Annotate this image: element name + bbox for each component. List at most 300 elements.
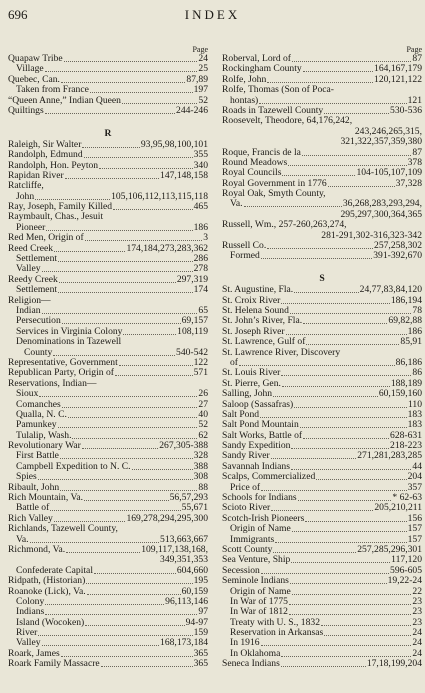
index-entry-text: Religion— — [8, 294, 51, 306]
dot-leader — [244, 199, 342, 207]
index-pages: 78 — [412, 304, 422, 316]
dot-leader — [62, 316, 181, 324]
index-pages: 604,660 — [176, 564, 208, 576]
index-term: Services in Virginia Colony — [16, 325, 123, 337]
index-pages: 267,305-388 — [159, 440, 208, 452]
dot-leader — [84, 493, 169, 501]
index-term: River — [16, 627, 38, 639]
dot-leader — [123, 327, 176, 335]
page-column-heading: Page — [406, 45, 422, 54]
index-pages: 86 — [412, 367, 422, 379]
index-column-right — [222, 45, 422, 670]
index-pages: 52 — [198, 94, 208, 106]
index-entry — [8, 659, 208, 669]
section-letter: S — [319, 273, 325, 285]
index-term: Roark Family Massacre — [8, 658, 100, 670]
dot-leader — [324, 628, 411, 636]
index-pages: 328 — [193, 450, 208, 462]
index-entry-text: St. Lawrence River, Discovery — [222, 346, 341, 358]
dot-leader — [54, 244, 125, 252]
index-term: Schools for Indians — [222, 492, 297, 504]
index-term: John — [16, 190, 35, 202]
index-term: Ridpath, (Historian) — [8, 575, 86, 587]
index-pages: 357 — [407, 481, 422, 493]
index-column-left — [8, 45, 208, 670]
index-pages: 159 — [193, 627, 208, 639]
index-term: Reedy Creek — [8, 273, 58, 285]
dot-leader — [292, 54, 411, 62]
index-pages: 19,22-24 — [387, 575, 422, 587]
page-title: INDEX — [184, 7, 241, 22]
dot-leader — [298, 493, 392, 501]
index-pages: 23 — [412, 606, 422, 618]
dot-leader — [303, 316, 387, 324]
index-pages: 204 — [407, 471, 422, 483]
index-term: Roanoke (Lick), Va. — [8, 585, 86, 597]
index-pages: 157 — [407, 533, 422, 545]
dot-leader — [45, 597, 164, 605]
index-term: Quapaw Tribe — [8, 53, 63, 64]
index-pages: 17,18,199,204 — [366, 658, 422, 670]
index-term: Price of — [230, 481, 261, 493]
index-entry — [222, 659, 422, 669]
index-pages: 186,194 — [390, 294, 422, 306]
index-pages-continuation: 243,246,265,315, — [354, 125, 422, 137]
index-pages: 218-223 — [390, 440, 422, 452]
index-term: Randolph, Edmund — [8, 149, 83, 161]
index-term: Salt Works, Battle of — [222, 429, 303, 441]
dot-leader — [290, 576, 387, 584]
dot-leader — [259, 96, 406, 104]
dot-leader — [119, 358, 193, 366]
section-letter: R — [104, 127, 112, 139]
index-term: Tulalip, Wash. — [16, 429, 72, 441]
dot-leader — [291, 441, 389, 449]
index-term: Roark, James — [8, 647, 60, 659]
index-pages: 24 — [198, 53, 208, 64]
index-term: Rolfe, John — [222, 73, 267, 85]
dot-leader — [45, 106, 175, 114]
index-entry-text: Royal Oak, Smyth County, — [222, 188, 326, 200]
index-term: Confederate Capital — [16, 564, 93, 576]
index-entry-text: Richlands, Tazewell County, — [8, 523, 118, 535]
dot-leader — [273, 389, 378, 397]
dot-leader — [324, 106, 389, 114]
dot-leader — [66, 545, 140, 553]
dot-leader — [303, 431, 389, 439]
index-term: of — [230, 356, 238, 368]
index-pages: 513,663,667 — [160, 533, 208, 545]
index-term: Persecution — [16, 315, 61, 327]
index-term: Royal Government in 1776 — [222, 177, 327, 189]
page-column-heading: Page — [192, 45, 208, 54]
dot-leader — [122, 96, 197, 104]
index-pages: 117,120 — [391, 554, 422, 566]
index-term: Rich Mountain, Va. — [8, 492, 83, 504]
index-entry-text: Reservations, Indian— — [8, 377, 97, 389]
dot-leader — [86, 576, 192, 584]
dot-leader — [290, 306, 412, 314]
index-term: In War of 1775 — [230, 595, 288, 607]
index-entry-text: Rolfe, Thomas (Son of Poca- — [222, 84, 335, 96]
index-pages: 122 — [193, 356, 208, 368]
dot-leader — [261, 566, 389, 574]
index-term: St. Joseph River — [222, 325, 285, 337]
dot-leader — [302, 148, 412, 156]
index-pages: 174 — [193, 284, 208, 296]
dot-leader — [282, 168, 355, 176]
index-pages: 628-631 — [390, 429, 422, 441]
index-entry — [8, 85, 208, 95]
index-term: Spies — [16, 471, 37, 483]
index-pages: 195 — [193, 575, 208, 587]
index-entry-text: Russell, Wm., 257-260,263,274, — [222, 219, 347, 231]
index-term: Randolph, Hon. Peyton — [8, 159, 99, 171]
index-entry-text: Roosevelt, Theodore, 64,176,242, — [222, 115, 353, 127]
index-term: Round Meadows — [222, 156, 288, 168]
dot-leader — [115, 368, 193, 376]
page-number: 696 — [8, 7, 28, 22]
index-pages-continuation: 321,322,357,359,380 — [340, 136, 422, 148]
index-entry — [8, 576, 208, 586]
index-term: Ray, Joseph, Family Killed — [8, 201, 113, 213]
index-term: Va. — [230, 198, 243, 210]
index-pages: 3 — [203, 232, 208, 244]
dot-leader — [82, 441, 158, 449]
index-pages: 93,95,98,100,101 — [140, 138, 208, 150]
index-pages: 540-542 — [176, 346, 208, 358]
dot-leader — [281, 649, 411, 657]
index-term: Royal Councils — [222, 167, 282, 179]
index-pages: 308 — [193, 471, 208, 483]
index-pages: 56,57,293 — [169, 492, 208, 504]
index-term: In 1916 — [230, 637, 260, 649]
index-term: Treaty with U. S., 1832 — [230, 616, 320, 628]
dot-leader — [39, 389, 197, 397]
index-pages: 69,82,88 — [388, 315, 422, 327]
index-term: Valley — [16, 263, 41, 275]
index-term: Indian — [16, 304, 41, 316]
index-pages: 88 — [198, 481, 208, 493]
dot-leader — [85, 233, 203, 241]
dot-leader — [87, 587, 181, 595]
index-pages: 391-392,670 — [373, 250, 422, 262]
index-term: Representative, Government — [8, 356, 118, 368]
index-pages: 174,184,273,283,362 — [126, 242, 208, 254]
index-pages: 24,77,83,84,120 — [359, 284, 422, 296]
index-pages: 25 — [198, 63, 208, 75]
dot-leader — [289, 607, 411, 615]
index-term: Indians — [16, 606, 45, 618]
index-term: St. Louis River — [222, 367, 281, 379]
index-term: Immigrants — [230, 533, 275, 545]
dot-leader — [61, 649, 193, 657]
index-term: Salt Pond Mountain — [222, 419, 299, 431]
index-term: Qualla, N. C. — [16, 408, 67, 420]
blank-line — [222, 262, 422, 272]
dot-leader — [292, 587, 412, 595]
index-pages: 105,106,112,113,115,118 — [111, 190, 208, 202]
index-pages: 183 — [407, 408, 422, 420]
index-pages: 104-105,107,109 — [356, 167, 422, 179]
index-term: Saloop (Sassafras) — [222, 398, 294, 410]
dot-leader — [286, 327, 407, 335]
dot-leader — [53, 348, 175, 356]
dot-leader — [84, 150, 193, 158]
index-term: Campbell Expedition to N. C. — [16, 460, 131, 472]
index-entry — [222, 251, 422, 261]
dot-leader — [59, 275, 176, 283]
index-term: Settlement — [16, 284, 58, 296]
dot-leader — [58, 285, 193, 293]
index-pages: 40 — [198, 408, 208, 420]
index-pages: 24 — [412, 647, 422, 659]
dot-leader — [132, 462, 193, 470]
dot-leader — [281, 659, 366, 667]
index-term: In War of 1812 — [230, 606, 288, 618]
index-pages: 157 — [407, 523, 422, 535]
index-term: Revolutionary War — [8, 440, 81, 452]
index-term: Settlement — [16, 253, 58, 265]
index-pages: 108,119 — [177, 325, 208, 337]
index-term: Republican Party, Origin of — [8, 367, 114, 379]
index-pages: 164,167,179 — [374, 63, 422, 75]
index-entry — [8, 150, 208, 160]
index-term: Formed — [230, 250, 260, 262]
index-pages: 197 — [193, 84, 208, 96]
index-pages: 257,258,302 — [374, 240, 422, 252]
dot-leader — [261, 483, 407, 491]
dot-leader — [68, 410, 198, 418]
index-term: Rockingham County — [222, 63, 302, 75]
index-pages-continuation: 281-291,302-316,323-342 — [321, 229, 422, 241]
dot-leader — [101, 659, 193, 667]
index-pages: 271,281,283,285 — [357, 450, 422, 462]
dot-leader — [42, 638, 160, 646]
dot-leader — [281, 368, 411, 376]
index-pages: 94-97 — [185, 616, 208, 628]
index-term: Salling, John — [222, 388, 273, 400]
index-pages: 147,148,158 — [160, 169, 208, 181]
index-term: Seminole Indians — [222, 575, 289, 587]
index-entry-text: Denominations in Tazewell — [16, 336, 122, 348]
dot-leader — [60, 451, 193, 459]
index-pages: 86,186 — [395, 356, 422, 368]
index-pages: 257,285,296,301 — [357, 543, 422, 555]
index-term: Seneca Indians — [222, 658, 280, 670]
index-pages: 168,173,184 — [160, 637, 208, 649]
index-pages: 27 — [198, 398, 208, 410]
dot-leader — [35, 192, 110, 200]
index-pages: 65 — [198, 304, 208, 316]
index-pages: 97 — [198, 606, 208, 618]
index-pages: 186 — [407, 325, 422, 337]
index-pages: 365 — [193, 647, 208, 659]
index-term: Russell Co. — [222, 240, 267, 252]
index-term: Richmond, Va. — [8, 543, 66, 555]
dot-leader — [294, 400, 407, 408]
index-term: Taken from France — [16, 84, 89, 96]
dot-leader — [85, 618, 184, 626]
dot-leader — [292, 524, 407, 532]
index-term: Village — [16, 63, 44, 75]
dot-leader — [261, 251, 372, 259]
index-pages: 183 — [407, 419, 422, 431]
dot-leader — [294, 285, 358, 293]
index-pages: 156 — [407, 512, 422, 524]
index-pages: 297,319 — [176, 273, 208, 285]
index-pages: 23 — [412, 616, 422, 628]
index-term: Origin of Name — [230, 585, 291, 597]
index-term: Sioux — [16, 388, 39, 400]
index-pages: 278 — [193, 263, 208, 275]
dot-leader — [45, 64, 198, 72]
dot-leader — [281, 296, 389, 304]
index-term: Ribault, John — [8, 481, 60, 493]
index-pages: 44 — [412, 460, 422, 472]
blank-line — [8, 116, 208, 126]
index-term: Roads in Tazewell County — [222, 104, 324, 116]
dot-leader — [260, 410, 407, 418]
index-term: Roberval, Lord of — [222, 53, 292, 64]
page-header — [0, 0, 425, 26]
index-term: Origin of Name — [230, 523, 291, 535]
index-pages: 52 — [198, 419, 208, 431]
dot-leader — [94, 566, 176, 574]
index-entry — [222, 389, 422, 399]
index-pages: 26 — [198, 388, 208, 400]
index-term: Pamunkey — [16, 419, 57, 431]
index-term: Roque, Francis de la — [222, 146, 301, 158]
index-pages: 286 — [193, 253, 208, 265]
dot-leader — [45, 607, 197, 615]
dot-leader — [64, 54, 198, 62]
index-term: Scalps, Commercialized — [222, 471, 316, 483]
index-term: Scioto River — [222, 502, 271, 514]
dot-leader — [58, 420, 198, 428]
index-term: Quiltings — [8, 104, 44, 116]
index-term: Rich Valley — [8, 512, 53, 524]
dot-leader — [271, 451, 357, 459]
index-pages: 24 — [412, 637, 422, 649]
index-entry-text: Ratcliffe, — [8, 180, 44, 192]
index-term: St. Helena Sound — [222, 304, 289, 316]
index-term: hontas) — [230, 94, 259, 106]
index-term: Raleigh, Sir Walter — [8, 138, 82, 150]
index-term: Battle of — [16, 502, 50, 514]
dot-leader — [328, 179, 395, 187]
index-term: Island (Wocoken) — [16, 616, 85, 628]
index-term: Reed Creek — [8, 242, 54, 254]
dot-leader — [42, 264, 193, 272]
dot-leader — [267, 75, 373, 83]
index-pages: 87 — [412, 53, 422, 64]
index-term: St. John’s River, Fla. — [222, 315, 303, 327]
index-pages: 378 — [407, 156, 422, 168]
index-term: Pioneer — [16, 221, 46, 233]
index-pages: 340 — [193, 159, 208, 171]
index-pages: 55,671 — [181, 502, 208, 514]
dot-leader — [61, 75, 185, 83]
dot-leader — [291, 462, 411, 470]
index-term: Valley — [16, 637, 41, 649]
dot-leader — [62, 400, 198, 408]
dot-leader — [99, 161, 193, 169]
index-term: Savannah Indians — [222, 460, 290, 472]
dot-leader — [50, 503, 180, 511]
dot-leader — [82, 140, 139, 148]
index-term: Colony — [16, 595, 45, 607]
index-pages: 121 — [407, 94, 422, 106]
index-pages-continuation: 349,351,353 — [160, 554, 208, 566]
index-term: St. Lawrence, Gulf of — [222, 336, 306, 348]
dot-leader — [282, 379, 390, 387]
index-term: St. Augustine, Fla. — [222, 284, 294, 296]
index-pages: 244-246 — [176, 104, 208, 116]
index-entry — [8, 389, 208, 399]
index-entry — [8, 106, 208, 116]
index-term: Comanches — [16, 398, 61, 410]
dot-leader — [60, 483, 197, 491]
index-pages: 110 — [407, 398, 422, 410]
index-pages: 87,89 — [186, 73, 208, 85]
dot-leader — [267, 241, 373, 249]
index-pages: 37,328 — [395, 177, 422, 189]
dot-leader — [291, 555, 390, 563]
index-pages: 22 — [412, 585, 422, 597]
index-entry — [222, 576, 422, 586]
index-pages: 465 — [193, 201, 208, 213]
index-term: Salt Pond — [222, 408, 260, 420]
index-term: Rapidan River — [8, 169, 64, 181]
dot-leader — [42, 306, 198, 314]
dot-leader — [65, 171, 159, 179]
index-term: St. Croix River — [222, 294, 281, 306]
dot-leader — [316, 472, 406, 480]
index-term: Va. — [16, 533, 29, 545]
index-pages: 60,159,160 — [378, 388, 422, 400]
dot-leader — [306, 337, 399, 345]
index-term: Scotch-Irish Pioneers — [222, 512, 305, 524]
index-entry — [222, 337, 422, 347]
dot-leader — [271, 503, 373, 511]
index-pages: * 62-63 — [392, 492, 422, 504]
index-term: Red Men, Origin of — [8, 232, 84, 244]
dot-leader — [239, 358, 395, 366]
index-pages: 355 — [193, 149, 208, 161]
index-term: Scott County — [222, 543, 273, 555]
index-entry-text: Raymbault, Chas., Jesuit — [8, 211, 104, 223]
index-pages: 36,268,283,293,294, — [342, 198, 422, 210]
index-pages: 530-536 — [390, 104, 422, 116]
dot-leader — [303, 64, 373, 72]
dot-leader — [54, 514, 126, 522]
index-pages: 96,113,146 — [165, 595, 208, 607]
index-term: St. Pierre, Gen. — [222, 377, 281, 389]
dot-leader — [38, 628, 192, 636]
index-pages: 186 — [193, 221, 208, 233]
index-pages: 69,157 — [181, 315, 208, 327]
dot-leader — [58, 254, 193, 262]
index-pages: 188,189 — [390, 377, 422, 389]
dot-leader — [321, 618, 411, 626]
dot-leader — [113, 202, 193, 210]
index-pages: 87 — [412, 146, 422, 158]
dot-leader — [275, 535, 406, 543]
index-pages: 23 — [412, 595, 422, 607]
index-pages: 365 — [193, 658, 208, 670]
index-term: Sandy Expedition — [222, 440, 291, 452]
